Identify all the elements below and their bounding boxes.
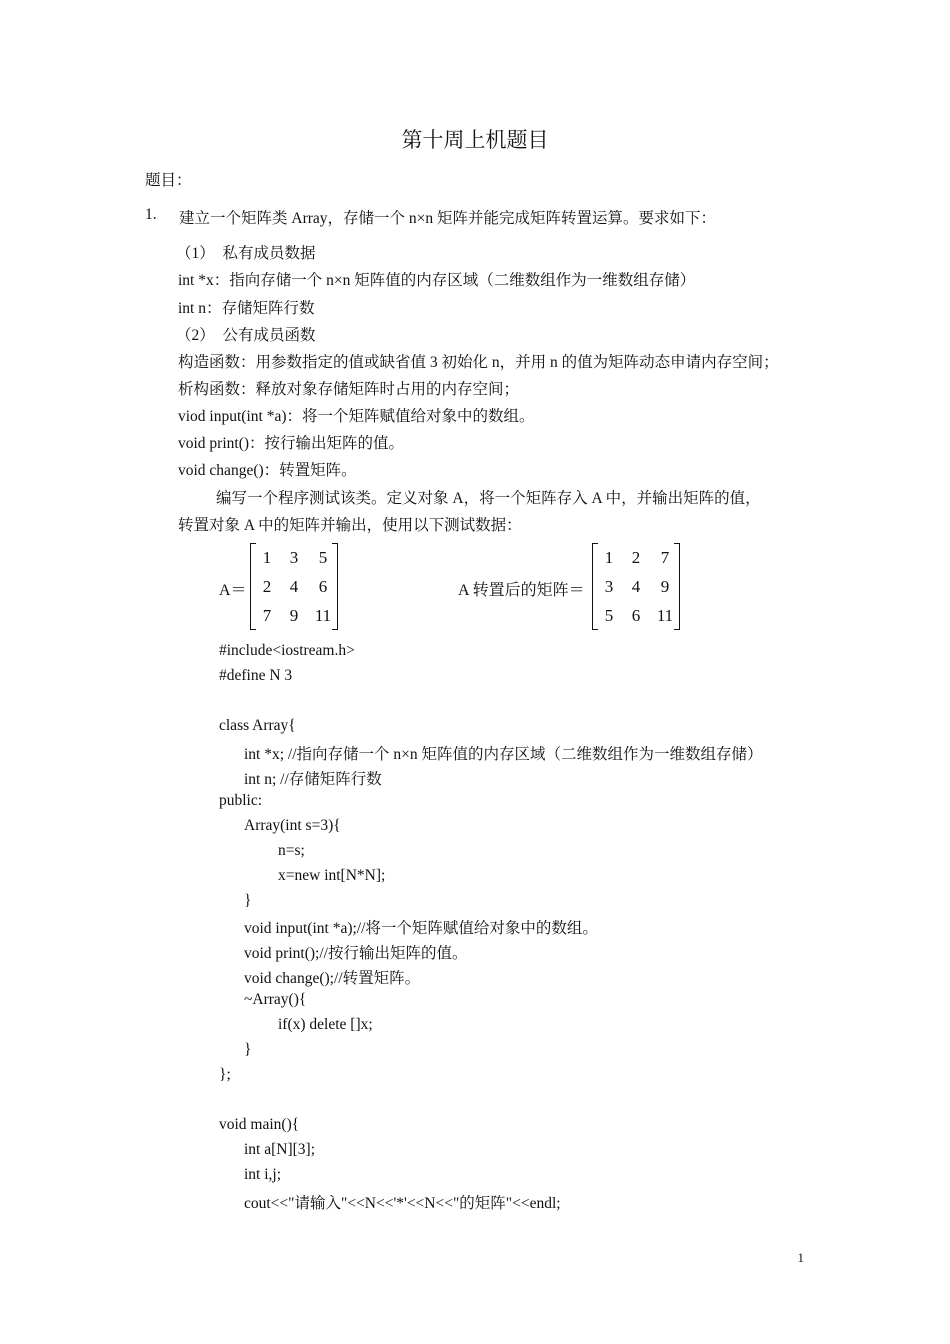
code-line: n=s; [278, 842, 305, 859]
matrix-cell: 11 [314, 606, 332, 625]
code-line: Array(int s=3){ [244, 817, 341, 834]
matrix-cell: 3 [604, 577, 614, 596]
matrix-row [254, 572, 338, 601]
matrix-cell: 11 [656, 606, 674, 625]
code-line: void main(){ [219, 1116, 300, 1133]
func-destructor: 析构函数：释放对象存储矩阵时占用的内存空间； [178, 381, 520, 398]
test-paragraph-line2: 转置对象 A 中的矩阵并输出，使用以下测试数据： [178, 517, 522, 534]
page-number: 1 [797, 1250, 804, 1265]
matrix-cell: 9 [289, 606, 299, 625]
code-line: int n; //存储矩阵行数 [244, 771, 382, 788]
matrix-cell: 1 [262, 548, 272, 567]
func-input: viod input(int *a)：将一个矩阵赋值给对象中的数组。 [178, 408, 535, 425]
matrix-transposed [592, 543, 680, 630]
question-number: 1. [145, 206, 157, 223]
matrix-cell: 2 [631, 548, 641, 567]
code-line: } [244, 892, 252, 909]
code-line: int i,j; [244, 1166, 282, 1183]
code-line: void input(int *a);//将一个矩阵赋值给对象中的数组。 [244, 920, 598, 937]
matrix-cell: 5 [604, 606, 614, 625]
matrix-cell: 4 [631, 577, 641, 596]
code-line: #define N 3 [219, 667, 293, 684]
matrix-transposed-label: A 转置后的矩阵＝ [458, 582, 585, 599]
func-constructor: 构造函数：用参数指定的值或缺省值 3 初始化 n，并用 n 的值为矩阵动态申请内存空间； [178, 354, 779, 371]
code-line: cout<<"请输入"<<N<<'*'<<N<<"的矩阵"<<endl; [244, 1195, 561, 1212]
code-line: public: [219, 792, 263, 809]
matrix-cell: 4 [289, 577, 299, 596]
matrix-row [596, 572, 680, 601]
matrix-a [250, 543, 338, 630]
matrix-a-label: A＝ [219, 582, 247, 599]
matrix-row [254, 601, 338, 630]
code-line: ~Array(){ [244, 991, 307, 1008]
code-line: x=new int[N*N]; [278, 867, 386, 884]
matrix-row [596, 543, 680, 572]
member-x: int *x：指向存储一个 n×n 矩阵值的内存区域（二维数组作为一维数组存储） [178, 272, 696, 289]
matrix-cell: 2 [262, 577, 272, 596]
test-paragraph-line1: 编写一个程序测试该类。定义对象 A，将一个矩阵存入 A 中，并输出矩阵的值， [216, 490, 761, 507]
func-print: void print()：按行输出矩阵的值。 [178, 435, 405, 452]
page-title: 第十周上机题目 [401, 128, 549, 152]
matrix-row [596, 601, 680, 630]
matrix-cell: 7 [262, 606, 272, 625]
code-line: } [244, 1041, 252, 1058]
code-line: }; [219, 1066, 231, 1083]
matrix-cell: 1 [604, 548, 614, 567]
section-heading: 题目： [145, 172, 192, 189]
public-functions-heading: （2） 公有成员函数 [176, 327, 316, 344]
matrix-row [254, 543, 338, 572]
func-change: void change()：转置矩阵。 [178, 462, 357, 479]
code-line: void change();//转置矩阵。 [244, 970, 421, 987]
code-line: int *x; //指向存储一个 n×n 矩阵值的内存区域（二维数组作为一维数组存储） [244, 746, 763, 763]
code-line: void print();//按行输出矩阵的值。 [244, 945, 468, 962]
code-line: if(x) delete []x; [278, 1016, 373, 1033]
private-members-heading: （1） 私有成员数据 [176, 245, 316, 262]
matrix-cell: 6 [318, 577, 328, 596]
code-line: class Array{ [219, 717, 296, 734]
matrix-cell: 7 [660, 548, 670, 567]
member-n: int n：存储矩阵行数 [178, 300, 315, 317]
matrix-cell: 5 [318, 548, 328, 567]
matrix-cell: 3 [289, 548, 299, 567]
code-line: #include<iostream.h> [219, 642, 355, 659]
code-line: int a[N][3]; [244, 1141, 316, 1158]
matrix-cell: 6 [631, 606, 641, 625]
matrix-cell: 9 [660, 577, 670, 596]
question-text: 建立一个矩阵类 Array，存储一个 n×n 矩阵并能完成矩阵转置运算。要求如下： [179, 210, 717, 227]
